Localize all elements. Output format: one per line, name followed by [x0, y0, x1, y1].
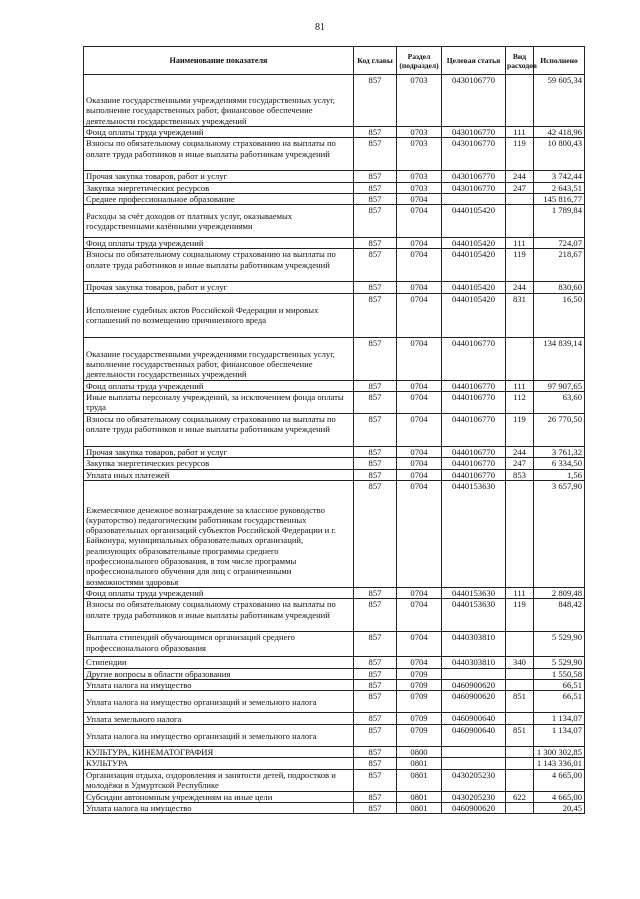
row-executed: 1 134,07 [534, 725, 585, 747]
row-code: 857 [354, 769, 397, 791]
row-expense: 247 [506, 182, 534, 193]
row-expense: 119 [506, 249, 534, 282]
row-section: 0709 [397, 679, 442, 690]
row-code: 857 [354, 691, 397, 713]
table-row [84, 632, 585, 657]
row-expense [506, 803, 534, 814]
row-section: 0704 [397, 632, 442, 657]
row-name: Уплата налога на имущество [84, 803, 354, 814]
row-article: 0440105420 [442, 293, 506, 337]
row-expense: 119 [506, 599, 534, 632]
row-expense: 119 [506, 138, 534, 171]
row-expense: 111 [506, 587, 534, 598]
row-article: 0440153630 [442, 480, 506, 587]
row-code: 857 [354, 458, 397, 469]
row-code: 857 [354, 249, 397, 282]
row-executed: 97 907,65 [534, 380, 585, 391]
row-expense: 851 [506, 725, 534, 747]
row-section: 0709 [397, 713, 442, 725]
table-row [84, 469, 585, 480]
row-executed: 20,45 [534, 803, 585, 814]
row-executed: 2 643,51 [534, 182, 585, 193]
table-row [84, 713, 585, 725]
row-section: 0704 [397, 657, 442, 668]
row-expense: 247 [506, 458, 534, 469]
row-section: 0703 [397, 127, 442, 138]
row-section: 0704 [397, 380, 442, 391]
row-executed: 1 134,07 [534, 713, 585, 725]
row-section: 0704 [397, 480, 442, 587]
table-row [84, 380, 585, 391]
row-expense: 340 [506, 657, 534, 668]
row-section: 0704 [397, 587, 442, 598]
row-name: Уплата налога на имущество организаций и земельного налога [84, 725, 354, 747]
row-article: 0440303810 [442, 632, 506, 657]
row-article: 0440106770 [442, 414, 506, 447]
row-code: 857 [354, 127, 397, 138]
row-article: 0440303810 [442, 657, 506, 668]
row-code: 857 [354, 587, 397, 598]
row-article: 0430205230 [442, 791, 506, 802]
table-row [84, 414, 585, 447]
row-name: Организация отдыха, оздоровления и занятости детей, подростков и молодёжи в Удмуртской Республике [84, 769, 354, 791]
row-section: 0704 [397, 414, 442, 447]
row-code: 857 [354, 380, 397, 391]
row-section: 0703 [397, 75, 442, 127]
row-expense [506, 205, 534, 238]
row-section: 0801 [397, 803, 442, 814]
row-name: Ежемесячное денежное вознаграждение за классное руководство (кураторство) педагогическим работникам государственных образовательных организаций субъектов Российской Федерации и г. Байконура, муниципальных образовательных организаций, реализующих образовательные программы среднего профессионального образования, в том числе программы профессионального обучения для лиц с ограниченными возможностями здоровья [84, 480, 354, 587]
header-section: Раздел (подраздел) [397, 47, 442, 75]
row-executed: 10 800,43 [534, 138, 585, 171]
row-executed: 42 418,96 [534, 127, 585, 138]
row-expense: 244 [506, 447, 534, 458]
row-name: Взносы по обязательному социальному страхованию на выплаты по оплате труда работников и иные выплаты работникам учреждений [84, 138, 354, 171]
table-row [84, 769, 585, 791]
row-expense [506, 668, 534, 679]
row-article: 0440153630 [442, 587, 506, 598]
row-name: Взносы по обязательному социальному страхованию на выплаты по оплате труда работников и иные выплаты работникам учреждений [84, 249, 354, 282]
row-name: Уплата налога на имущество организаций и земельного налога [84, 691, 354, 713]
row-code: 857 [354, 469, 397, 480]
row-article [442, 668, 506, 679]
row-expense: 622 [506, 791, 534, 802]
row-article: 0430106770 [442, 75, 506, 127]
row-executed: 63,60 [534, 392, 585, 414]
row-code: 857 [354, 205, 397, 238]
table-row [84, 657, 585, 668]
row-name: Расходы за счёт доходов от платных услуг, оказываемых государственными казёнными учреждениями [84, 205, 354, 238]
row-article: 0430205230 [442, 769, 506, 791]
row-executed: 724,07 [534, 238, 585, 249]
row-section: 0801 [397, 791, 442, 802]
row-article: 0440106770 [442, 380, 506, 391]
row-expense: 831 [506, 293, 534, 337]
table-row [84, 193, 585, 204]
table-row [84, 127, 585, 138]
row-code: 857 [354, 447, 397, 458]
row-article: 0460900620 [442, 679, 506, 690]
row-expense: 851 [506, 691, 534, 713]
row-article: 0460900640 [442, 725, 506, 747]
table-row [84, 337, 585, 380]
header-executed: Исполнено [534, 47, 585, 75]
row-section: 0703 [397, 138, 442, 171]
row-section: 0801 [397, 769, 442, 791]
row-executed: 2 809,48 [534, 587, 585, 598]
row-expense: 112 [506, 392, 534, 414]
table-row [84, 679, 585, 690]
row-code: 857 [354, 75, 397, 127]
row-executed: 6 334,50 [534, 458, 585, 469]
row-name: Прочая закупка товаров, работ и услуг [84, 447, 354, 458]
row-expense [506, 632, 534, 657]
table-row [84, 75, 585, 127]
row-executed: 3 657,90 [534, 480, 585, 587]
table-row [84, 447, 585, 458]
row-article: 0440153630 [442, 599, 506, 632]
row-section: 0704 [397, 193, 442, 204]
row-article: 0430106770 [442, 171, 506, 182]
row-expense [506, 747, 534, 758]
row-name: Выплата стипендий обучающимся организаций среднего профессионального образования [84, 632, 354, 657]
header-code: Код главы [354, 47, 397, 75]
table-row [84, 293, 585, 337]
table-row [84, 668, 585, 679]
row-section: 0704 [397, 282, 442, 293]
table-row [84, 803, 585, 814]
row-expense: 111 [506, 238, 534, 249]
row-article: 0440105420 [442, 282, 506, 293]
table-row [84, 182, 585, 193]
row-code: 857 [354, 632, 397, 657]
row-name: КУЛЬТУРА, КИНЕМАТОГРАФИЯ [84, 747, 354, 758]
table-row [84, 791, 585, 802]
row-name: Уплата иных платежей [84, 469, 354, 480]
table-row [84, 587, 585, 598]
row-code: 857 [354, 480, 397, 587]
row-code: 857 [354, 758, 397, 769]
row-code: 857 [354, 238, 397, 249]
row-executed: 1 789,84 [534, 205, 585, 238]
row-section: 0709 [397, 725, 442, 747]
row-expense [506, 679, 534, 690]
row-code: 857 [354, 599, 397, 632]
row-section: 0709 [397, 691, 442, 713]
row-code: 857 [354, 182, 397, 193]
table-row [84, 691, 585, 713]
row-section: 0703 [397, 171, 442, 182]
row-expense: 244 [506, 282, 534, 293]
row-section: 0709 [397, 668, 442, 679]
row-article: 0440106770 [442, 392, 506, 414]
table-row [84, 238, 585, 249]
row-article [442, 193, 506, 204]
row-code: 857 [354, 293, 397, 337]
row-executed: 5 529,90 [534, 657, 585, 668]
row-expense [506, 769, 534, 791]
header-article: Целевая статья [442, 47, 506, 75]
row-expense [506, 758, 534, 769]
row-executed: 4 665,00 [534, 769, 585, 791]
row-name: Фонд оплаты труда учреждений [84, 127, 354, 138]
row-article: 0460900620 [442, 691, 506, 713]
row-executed: 218,67 [534, 249, 585, 282]
row-article: 0440105420 [442, 205, 506, 238]
row-name: Исполнение судебных актов Российской Федерации и мировых соглашений по возмещению причиненного вреда [84, 293, 354, 337]
row-executed: 145 816,77 [534, 193, 585, 204]
table-row [84, 392, 585, 414]
budget-execution-table [83, 46, 585, 814]
row-name: Прочая закупка товаров, работ и услуг [84, 282, 354, 293]
row-executed: 59 605,34 [534, 75, 585, 127]
row-name: Взносы по обязательному социальному страхованию на выплаты по оплате труда работников и иные выплаты работникам учреждений [84, 414, 354, 447]
row-article: 0440106770 [442, 337, 506, 380]
table-row [84, 480, 585, 587]
row-code: 857 [354, 679, 397, 690]
row-executed: 5 529,90 [534, 632, 585, 657]
row-code: 857 [354, 791, 397, 802]
row-code: 857 [354, 725, 397, 747]
row-expense [506, 713, 534, 725]
row-expense: 244 [506, 171, 534, 182]
row-section: 0704 [397, 249, 442, 282]
row-executed: 3 761,32 [534, 447, 585, 458]
row-article: 0440106770 [442, 447, 506, 458]
row-executed: 1 143 336,01 [534, 758, 585, 769]
row-section: 0704 [397, 458, 442, 469]
row-name: Уплата земельного налога [84, 713, 354, 725]
row-name: Взносы по обязательному социальному страхованию на выплаты по оплате труда работников и иные выплаты работникам учреждений [84, 599, 354, 632]
row-section: 0704 [397, 447, 442, 458]
row-article: 0440106770 [442, 458, 506, 469]
row-section: 0704 [397, 392, 442, 414]
row-section: 0703 [397, 182, 442, 193]
table-row [84, 249, 585, 282]
row-code: 857 [354, 337, 397, 380]
row-executed: 830,60 [534, 282, 585, 293]
header-name: Наименование показателя [84, 47, 354, 75]
row-code: 857 [354, 668, 397, 679]
row-executed: 66,51 [534, 679, 585, 690]
row-code: 857 [354, 803, 397, 814]
row-name: Стипендии [84, 657, 354, 668]
row-section: 0800 [397, 747, 442, 758]
row-executed: 134 839,14 [534, 337, 585, 380]
table-row [84, 282, 585, 293]
row-executed: 26 770,50 [534, 414, 585, 447]
row-executed: 1,56 [534, 469, 585, 480]
row-name: Субсидии автономным учреждениям на иные цели [84, 791, 354, 802]
row-name: Оказание государственными учреждениями государственных услуг, выполнение государственных работ, финансовое обеспечение деятельности государственных учреждений [84, 75, 354, 127]
row-code: 857 [354, 392, 397, 414]
table-row [84, 758, 585, 769]
row-name: Фонд оплаты труда учреждений [84, 587, 354, 598]
row-article [442, 758, 506, 769]
row-article: 0440105420 [442, 249, 506, 282]
row-expense: 119 [506, 414, 534, 447]
table-row [84, 458, 585, 469]
row-expense [506, 337, 534, 380]
row-executed: 848,42 [534, 599, 585, 632]
page-number: 81 [315, 22, 325, 33]
row-article: 0430106770 [442, 127, 506, 138]
row-article: 0440106770 [442, 469, 506, 480]
row-article: 0430106770 [442, 138, 506, 171]
row-name: Уплата налога на имущество [84, 679, 354, 690]
row-section: 0704 [397, 599, 442, 632]
row-expense: 853 [506, 469, 534, 480]
row-name: Иные выплаты персоналу учреждений, за исключением фонда оплаты труда [84, 392, 354, 414]
table-row [84, 138, 585, 171]
table-row [84, 747, 585, 758]
row-article: 0460900620 [442, 803, 506, 814]
row-name: Закупка энергетических ресурсов [84, 458, 354, 469]
row-section: 0704 [397, 469, 442, 480]
row-name: Закупка энергетических ресурсов [84, 182, 354, 193]
row-expense: 111 [506, 127, 534, 138]
row-executed: 1 550,58 [534, 668, 585, 679]
row-code: 857 [354, 747, 397, 758]
row-article: 0460900640 [442, 713, 506, 725]
row-expense [506, 193, 534, 204]
row-code: 857 [354, 657, 397, 668]
table-row [84, 599, 585, 632]
row-executed: 16,50 [534, 293, 585, 337]
row-executed: 3 742,44 [534, 171, 585, 182]
row-code: 857 [354, 282, 397, 293]
row-code: 857 [354, 193, 397, 204]
row-expense [506, 480, 534, 587]
row-expense [506, 75, 534, 127]
row-name: КУЛЬТУРА [84, 758, 354, 769]
row-code: 857 [354, 414, 397, 447]
row-name: Фонд оплаты труда учреждений [84, 238, 354, 249]
row-name: Оказание государственными учреждениями государственных услуг, выполнение государственных работ, финансовое обеспечение деятельности государственных учреждений [84, 337, 354, 380]
row-section: 0704 [397, 337, 442, 380]
row-executed: 66,51 [534, 691, 585, 713]
row-executed: 1 300 302,85 [534, 747, 585, 758]
row-code: 857 [354, 713, 397, 725]
row-name: Другие вопросы в области образования [84, 668, 354, 679]
row-executed: 4 665,00 [534, 791, 585, 802]
row-expense: 111 [506, 380, 534, 391]
row-name: Среднее профессиональное образование [84, 193, 354, 204]
row-section: 0704 [397, 238, 442, 249]
table-header-row [84, 47, 585, 75]
table-row [84, 171, 585, 182]
table-row [84, 725, 585, 747]
row-article: 0440105420 [442, 238, 506, 249]
row-code: 857 [354, 138, 397, 171]
row-section: 0704 [397, 205, 442, 238]
header-expense: Вид расходов [506, 47, 534, 75]
row-article: 0430106770 [442, 182, 506, 193]
row-name: Прочая закупка товаров, работ и услуг [84, 171, 354, 182]
row-code: 857 [354, 171, 397, 182]
table-row [84, 205, 585, 238]
row-section: 0801 [397, 758, 442, 769]
row-article [442, 747, 506, 758]
row-section: 0704 [397, 293, 442, 337]
row-name: Фонд оплаты труда учреждений [84, 380, 354, 391]
